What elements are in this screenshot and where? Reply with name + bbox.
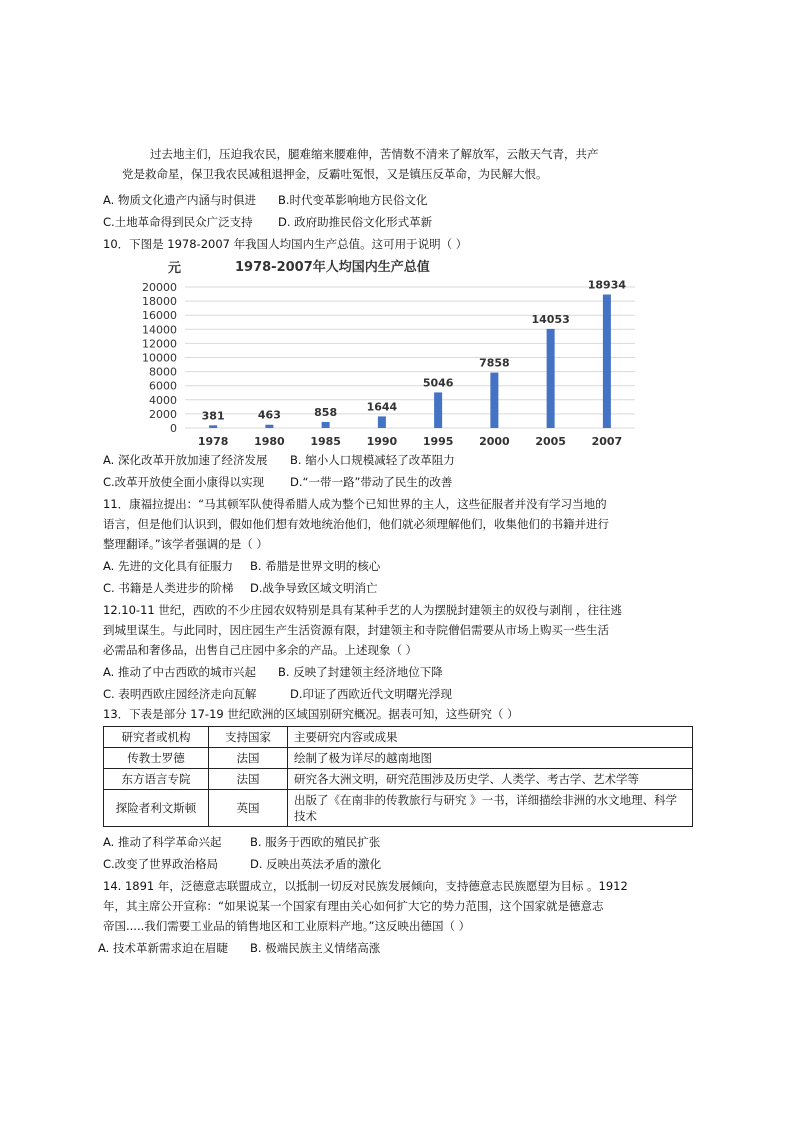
x-tick-label: 2007 [591, 435, 623, 448]
q11-stem-line-1: 11．康福拉提出：“马其顿军队使得希腊人成为整个已知世界的主人，这些征服者并没有学习当地的 [103, 497, 607, 511]
y-tick-label: 14000 [142, 323, 177, 337]
q11-stem-line-2: 语言，但是他们认识到，假如他们想有效地统治他们，他们就必须理解他们，收集他们的书籍并进行 [103, 517, 609, 531]
y-tick-label: 6000 [149, 379, 177, 393]
chart-bar [434, 392, 442, 428]
q10-option-b: B. 缩小人口规模减轻了改革阻力 [290, 453, 455, 467]
table-header-cell: 研究者或机构 [104, 727, 209, 748]
q10-option-a: A. 深化改革开放加速了经济发展 [103, 453, 268, 467]
table-cell: 探险者利文斯顿 [104, 790, 209, 827]
q11-stem-line-3: 整理翻译。”该学者强调的是（ ） [103, 537, 268, 551]
q10-option-d: D.“一带一路”带动了民生的改善 [290, 475, 453, 489]
quote-line-1: 过去地主们，压迫我农民，腿难缩来腰难伸，苦情数不清来了解放军，云散天气青，共产 [150, 147, 599, 161]
research-table [103, 726, 693, 827]
table-header-row [104, 727, 693, 748]
q12-option-b: B. 反映了封建领主经济地位下降 [278, 665, 443, 679]
table-cell: 出版了《在南非的传教旅行与研究 》一书，详细描绘非洲的水文地理、科学技术 [288, 790, 693, 827]
q13-stem: 13．下表是部分 17-19 世纪欧洲的区域国别研究概况。据表可知，这些研究（ ） [103, 707, 519, 721]
q11-option-d: D.战争导致区域文明消亡 [250, 581, 378, 595]
q11-option-a: A. 先进的文化具有征服力 [103, 559, 233, 573]
q10-option-c: C.改革开放使全面小康得以实现 [103, 475, 265, 489]
bar-value-label: 18934 [587, 278, 627, 292]
chart-bar [490, 373, 498, 428]
y-tick-label: 20000 [142, 281, 177, 294]
table-header-cell: 主要研究内容或成果 [288, 727, 693, 748]
quote-line-2: 党是救命星，保卫我农民减租退押金，反霸吐冤恨，又是镇压反革命，为民解大恨。 [122, 167, 548, 181]
bar-value-label: 858 [314, 405, 338, 419]
q13-option-b: B. 服务于西欧的殖民扩张 [250, 835, 381, 849]
q12-option-c: C. 表明西欧庄园经济走向瓦解 [103, 687, 257, 701]
chart-bar [547, 329, 555, 428]
q12-stem-line-3: 必需品和奢侈品，出售自己庄园中多余的产品。上述现象（ ） [103, 643, 418, 657]
table-cell: 绘制了极为详尽的越南地图 [288, 748, 693, 769]
chart-bar [209, 425, 217, 428]
q12-stem-line-1: 12.10-11 世纪，西欧的不少庄园农奴特别是具有某种手艺的人为摆脱封建领主的奴役与剥削 ，往往逃 [103, 603, 623, 617]
bar-value-label: 14053 [531, 312, 570, 326]
chart-title: 1978-2007年人均国内生产总值 [235, 260, 430, 275]
q14-stem-line-1: 14. 1891 年，泛德意志联盟成立，以抵制一切反对民族发展倾向，支持德意志民族愿望为目标 。1912 [103, 879, 628, 893]
bar-value-label: 381 [201, 409, 225, 423]
q9-option-d: D. 政府助推民俗文化形式革新 [278, 215, 433, 229]
table-row [104, 769, 693, 790]
q12-stem-line-2: 到城里谋生。与此同时，因庄园生产生活资源有限，封建领主和寺院僧侣需要从市场上购买一些生活 [103, 623, 609, 637]
table-row [104, 748, 693, 769]
table-header-cell: 支持国家 [209, 727, 288, 748]
q14-option-b: B. 极端民族主义情绪高涨 [250, 941, 381, 955]
table-row [104, 790, 693, 827]
table-cell: 东方语言专院 [104, 769, 209, 790]
y-tick-label: 8000 [149, 365, 177, 379]
x-tick-label: 2005 [535, 435, 566, 448]
q12-option-a: A. 推动了中古西欧的城市兴起 [103, 665, 256, 679]
table-cell: 研究各大洲文明，研究范围涉及历史学、人类学、考古学、艺术学等 [288, 769, 693, 790]
q13-option-c: C.改变了世界政治格局 [103, 857, 219, 871]
y-tick-label: 10000 [142, 351, 177, 365]
q14-stem-line-2: 年，其主席公开宣称：“如果说某一个国家有理由关心如何扩大它的势力范围，这个国家就是德意志 [103, 899, 604, 913]
y-tick-label: 2000 [149, 407, 177, 421]
q14-option-a: A. 技术革新需求迫在眉睫 [98, 941, 228, 955]
x-tick-label: 2000 [479, 435, 510, 448]
y-tick-label: 18000 [142, 295, 177, 309]
bar-value-label: 7858 [479, 356, 510, 370]
table-cell: 英国 [209, 790, 288, 827]
chart-bar [322, 422, 330, 428]
gdp-bar-chart [140, 252, 640, 450]
x-tick-label: 1978 [197, 435, 229, 448]
table-cell: 法国 [209, 769, 288, 790]
bar-value-label: 463 [257, 408, 281, 422]
x-tick-label: 1980 [254, 435, 285, 448]
q12-option-d: D.印证了西欧近代文明曙光浮现 [290, 687, 453, 701]
table-cell: 法国 [209, 748, 288, 769]
x-tick-label: 1985 [310, 435, 341, 448]
x-tick-label: 1995 [422, 435, 454, 448]
y-tick-label: 16000 [142, 309, 177, 323]
q14-stem-line-3: 帝国.....我们需要工业品的销售地区和工业原料产地。”这反映出德国（ ） [103, 919, 471, 933]
chart-bar [603, 295, 611, 428]
bar-value-label: 5046 [422, 376, 454, 390]
chart-y-unit: 元 [168, 261, 182, 276]
bar-value-label: 1644 [366, 400, 398, 414]
chart-bar [378, 416, 386, 428]
q9-option-b: B.时代变革影响地方民俗文化 [278, 193, 428, 207]
q11-option-c: C. 书籍是人类进步的阶梯 [103, 581, 234, 595]
q13-option-a: A. 推动了科学革命兴起 [103, 835, 222, 849]
x-tick-label: 1990 [366, 435, 398, 448]
y-tick-label: 4000 [149, 393, 177, 407]
chart-bar [265, 425, 273, 428]
q9-option-c: C.土地革命得到民众广泛支持 [103, 215, 253, 229]
table-cell: 传教士罗德 [104, 748, 209, 769]
q13-option-d: D. 反映出英法矛盾的激化 [250, 857, 382, 871]
y-tick-label: 12000 [142, 337, 177, 351]
q11-option-b: B. 希腊是世界文明的核心 [250, 559, 381, 573]
q9-option-a: A. 物质文化遗产内涵与时俱进 [103, 193, 256, 207]
q10-stem: 10．下图是 1978-2007 年我国人均国内生产总值。这可用于说明（ ） [103, 237, 468, 251]
y-tick-label: 0 [170, 422, 177, 435]
